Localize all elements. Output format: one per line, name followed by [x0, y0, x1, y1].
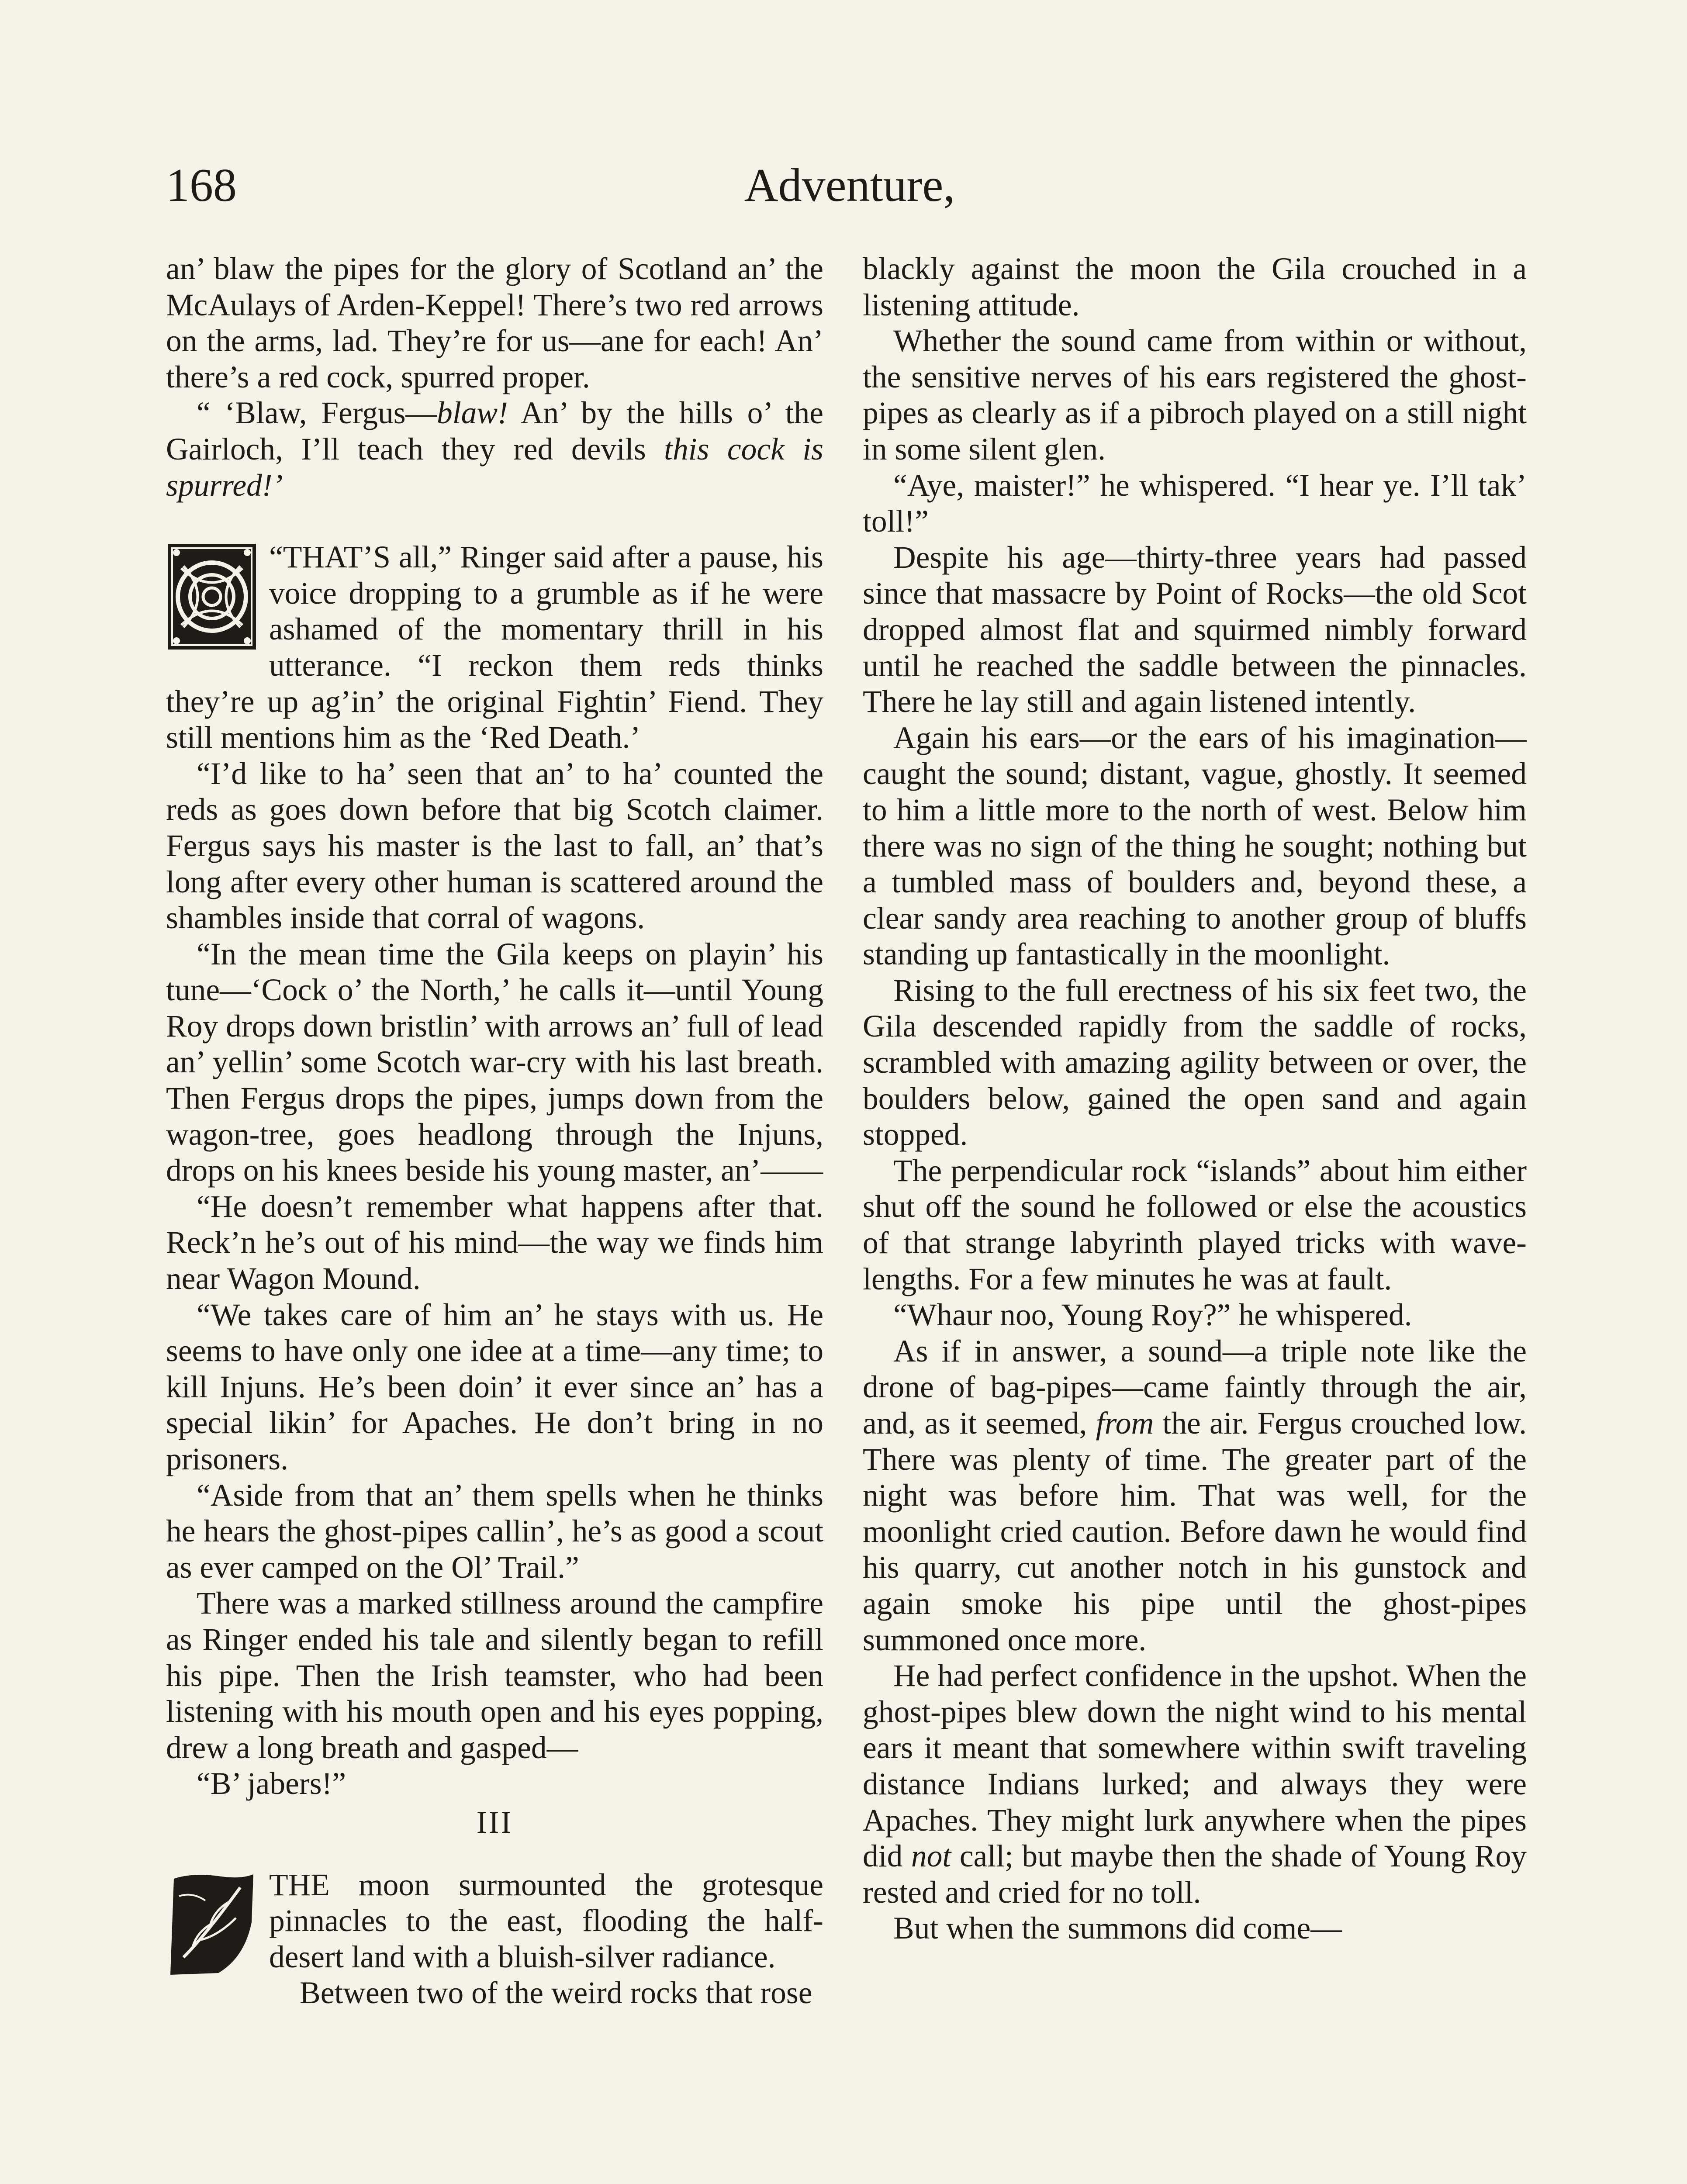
page-number: 168 [166, 159, 237, 211]
paragraph: THE moon surmounted the grotesque pinnacles to the east, flooding the half-desert land with a bluish-silver radiance. [269, 1867, 823, 1974]
paragraph: “I’d like to ha’ seen that an’ to ha’ counted the reds as goes down before that big Scotch claimer. Fergus says his master is the last to fall, an’ that’s long after every other human is scattered around the shambles inside that corral of wagons. [166, 756, 823, 936]
paragraph: But when the summons did come— [893, 1911, 1342, 1946]
paragraph: “B’ jabers!” [197, 1766, 346, 1801]
page-header [166, 153, 1533, 218]
paragraph: Despite his age—thirty-three years had passed since that massacre by Point of Rocks—the old Scot dropped almost flat and squirmed nimbly forward until he reached the saddle between the pinnacles. There he lay still and again listened intently. [863, 540, 1527, 719]
paragraph: Whether the sound came from within or without, the sensitive nerves of his ears registered the ghost-pipes as clearly as if a pibroch played on a still night in some silent glen. [863, 324, 1527, 467]
right-column [863, 251, 1527, 2184]
paragraph: Between two of the weird rocks that rose [300, 1976, 812, 2011]
section-heading: III [476, 1805, 513, 1840]
ornamented-paragraph [166, 1867, 823, 1976]
left-column [166, 251, 823, 2184]
paragraph: “In the mean time the Gila keeps on playin’ his tune—‘Cock o’ the North,’ he calls it—until Young Roy drops down bristlin’ with arrows an’ full of lead an’ yellin’ some Scotch war-cry with his last breath. Then Fergus drops the pipes, jumps down from the wagon-tree, goes headlong through the Injuns, drops on his knees beside his young master, an’—— [166, 936, 823, 1188]
paragraph: He had perfect confidence in the upshot. When the ghost-pipes blew down the night wind to his mental ears it meant that somewhere within swift traveling distance Indians lurked; and always they were Apaches. They might lurk anywhere when the pipes did not call; but maybe then the shade of Young Roy rested and cried for no toll. [863, 1659, 1527, 1910]
paragraph: an’ blaw the pipes for the glory of Scotland an’ the McAulays of Arden-Keppel! There’s two red arrows on the arms, lad. They’re for us—ane for each! An’ there’s a red cock, spurred proper. [166, 252, 823, 394]
paragraph: “We takes care of him an’ he stays with us. He seems to have only one idee at a time—any time; to kill Injuns. He’s been doin’ it ever since an’ has a special likin’ for Apaches. He don’t bring in no prisoners. [166, 1297, 823, 1476]
celtic-knot-icon [166, 542, 258, 651]
paragraph: “He doesn’t remember what happens after that. Reck’n he’s out of his mind—the way we finds him near Wagon Mound. [166, 1189, 823, 1296]
paragraph: blackly against the moon the Gila crouched in a listening attitude. [863, 252, 1527, 322]
paragraph: “THAT’S all,” Ringer said after a pause, his voice dropping to a grumble as if he were ashamed of the momentary thrill in his utterance. “I reckon them reds thinks they’re up ag’in’ the original Fightin’ Fiend. They still mentions him as the ‘Red Death.’ [166, 540, 823, 755]
paragraph: “Whaur noo, Young Roy?” he whispered. [893, 1298, 1412, 1333]
paragraph: “Aside from that an’ them spells when he thinks he hears the ghost-pipes callin’, he’s as good a scout as ever camped on the Ol’ Trail.” [166, 1478, 823, 1585]
running-title: Adventure, [744, 159, 955, 211]
paragraph: “ ‘Blaw, Fergus—blaw! An’ by the hills o’ the Gairloch, I’ll teach they red devils this cock is spurred!’ [166, 396, 823, 503]
paragraph: As if in answer, a sound—a triple note like the drone of bag-pipes—came faintly through the air, and, as it seemed, from the air. Fergus crouched low. There was plenty of time. The greater part of the night was before him. That was well, for the moonlight cried caution. Before dawn he would find his quarry, cut another notch in his gunstock and again smoke his pipe until the ghost-pipes summoned once more. [863, 1334, 1527, 1657]
leaf-ornament-icon [166, 1870, 258, 1979]
paragraph: “Aye, maister!” he whispered. “I hear ye. I’ll tak’ toll!” [863, 468, 1527, 539]
paragraph: Rising to the full erectness of his six feet two, the Gila descended rapidly from the saddle of rocks, scrambled with amazing agility between or over, the boulders below, gained the open sand and again stopped. [863, 973, 1527, 1152]
paragraph: The perpendicular rock “islands” about him either shut off the sound he followed or else the acoustics of that strange labyrinth played tricks with wave-lengths. For a few minutes he was at fault. [863, 1153, 1527, 1296]
paragraph: There was a marked stillness around the campfire as Ringer ended his tale and silently began to refill his pipe. Then the Irish teamster, who had been listening with his mouth open and his eyes popping, drew a long breath and gasped— [166, 1586, 823, 1765]
ornamented-paragraph [166, 539, 823, 756]
paragraph: Again his ears—or the ears of his imagination—caught the sound; distant, vague, ghostly. It seemed to him a little more to the north of west. Below him there was no sign of the thing he sought; nothing but a tumbled mass of boulders and, beyond these, a clear sandy area reaching to another group of bluffs standing up fantastically in the moonlight. [863, 720, 1527, 972]
